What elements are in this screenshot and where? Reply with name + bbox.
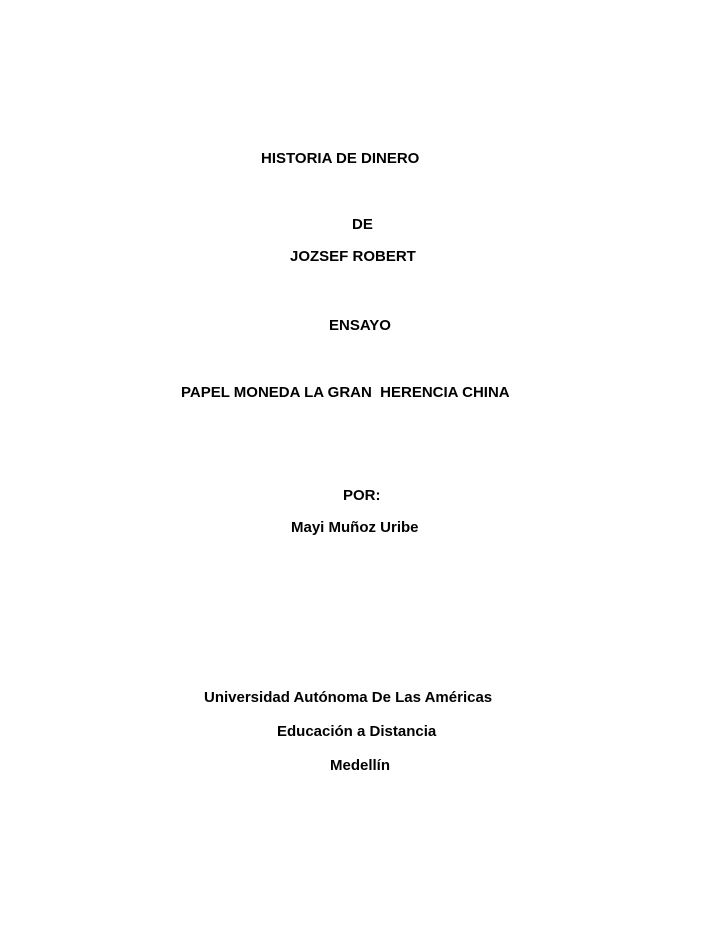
program-name: Educación a Distancia	[277, 723, 437, 740]
university-name: Universidad Autónoma De Las Américas	[204, 689, 493, 706]
essay-title: PAPEL MONEDA LA GRAN HERENCIA CHINA	[181, 384, 510, 401]
city-name: Medellín	[330, 757, 391, 774]
de-label: DE	[352, 216, 373, 233]
student-name: Mayi Muñoz Uribe	[291, 519, 419, 536]
por-label: POR:	[343, 487, 381, 504]
document-title: HISTORIA DE DINERO	[261, 150, 420, 167]
genre-label: ENSAYO	[329, 317, 391, 334]
author-name: JOZSEF ROBERT	[290, 248, 416, 265]
